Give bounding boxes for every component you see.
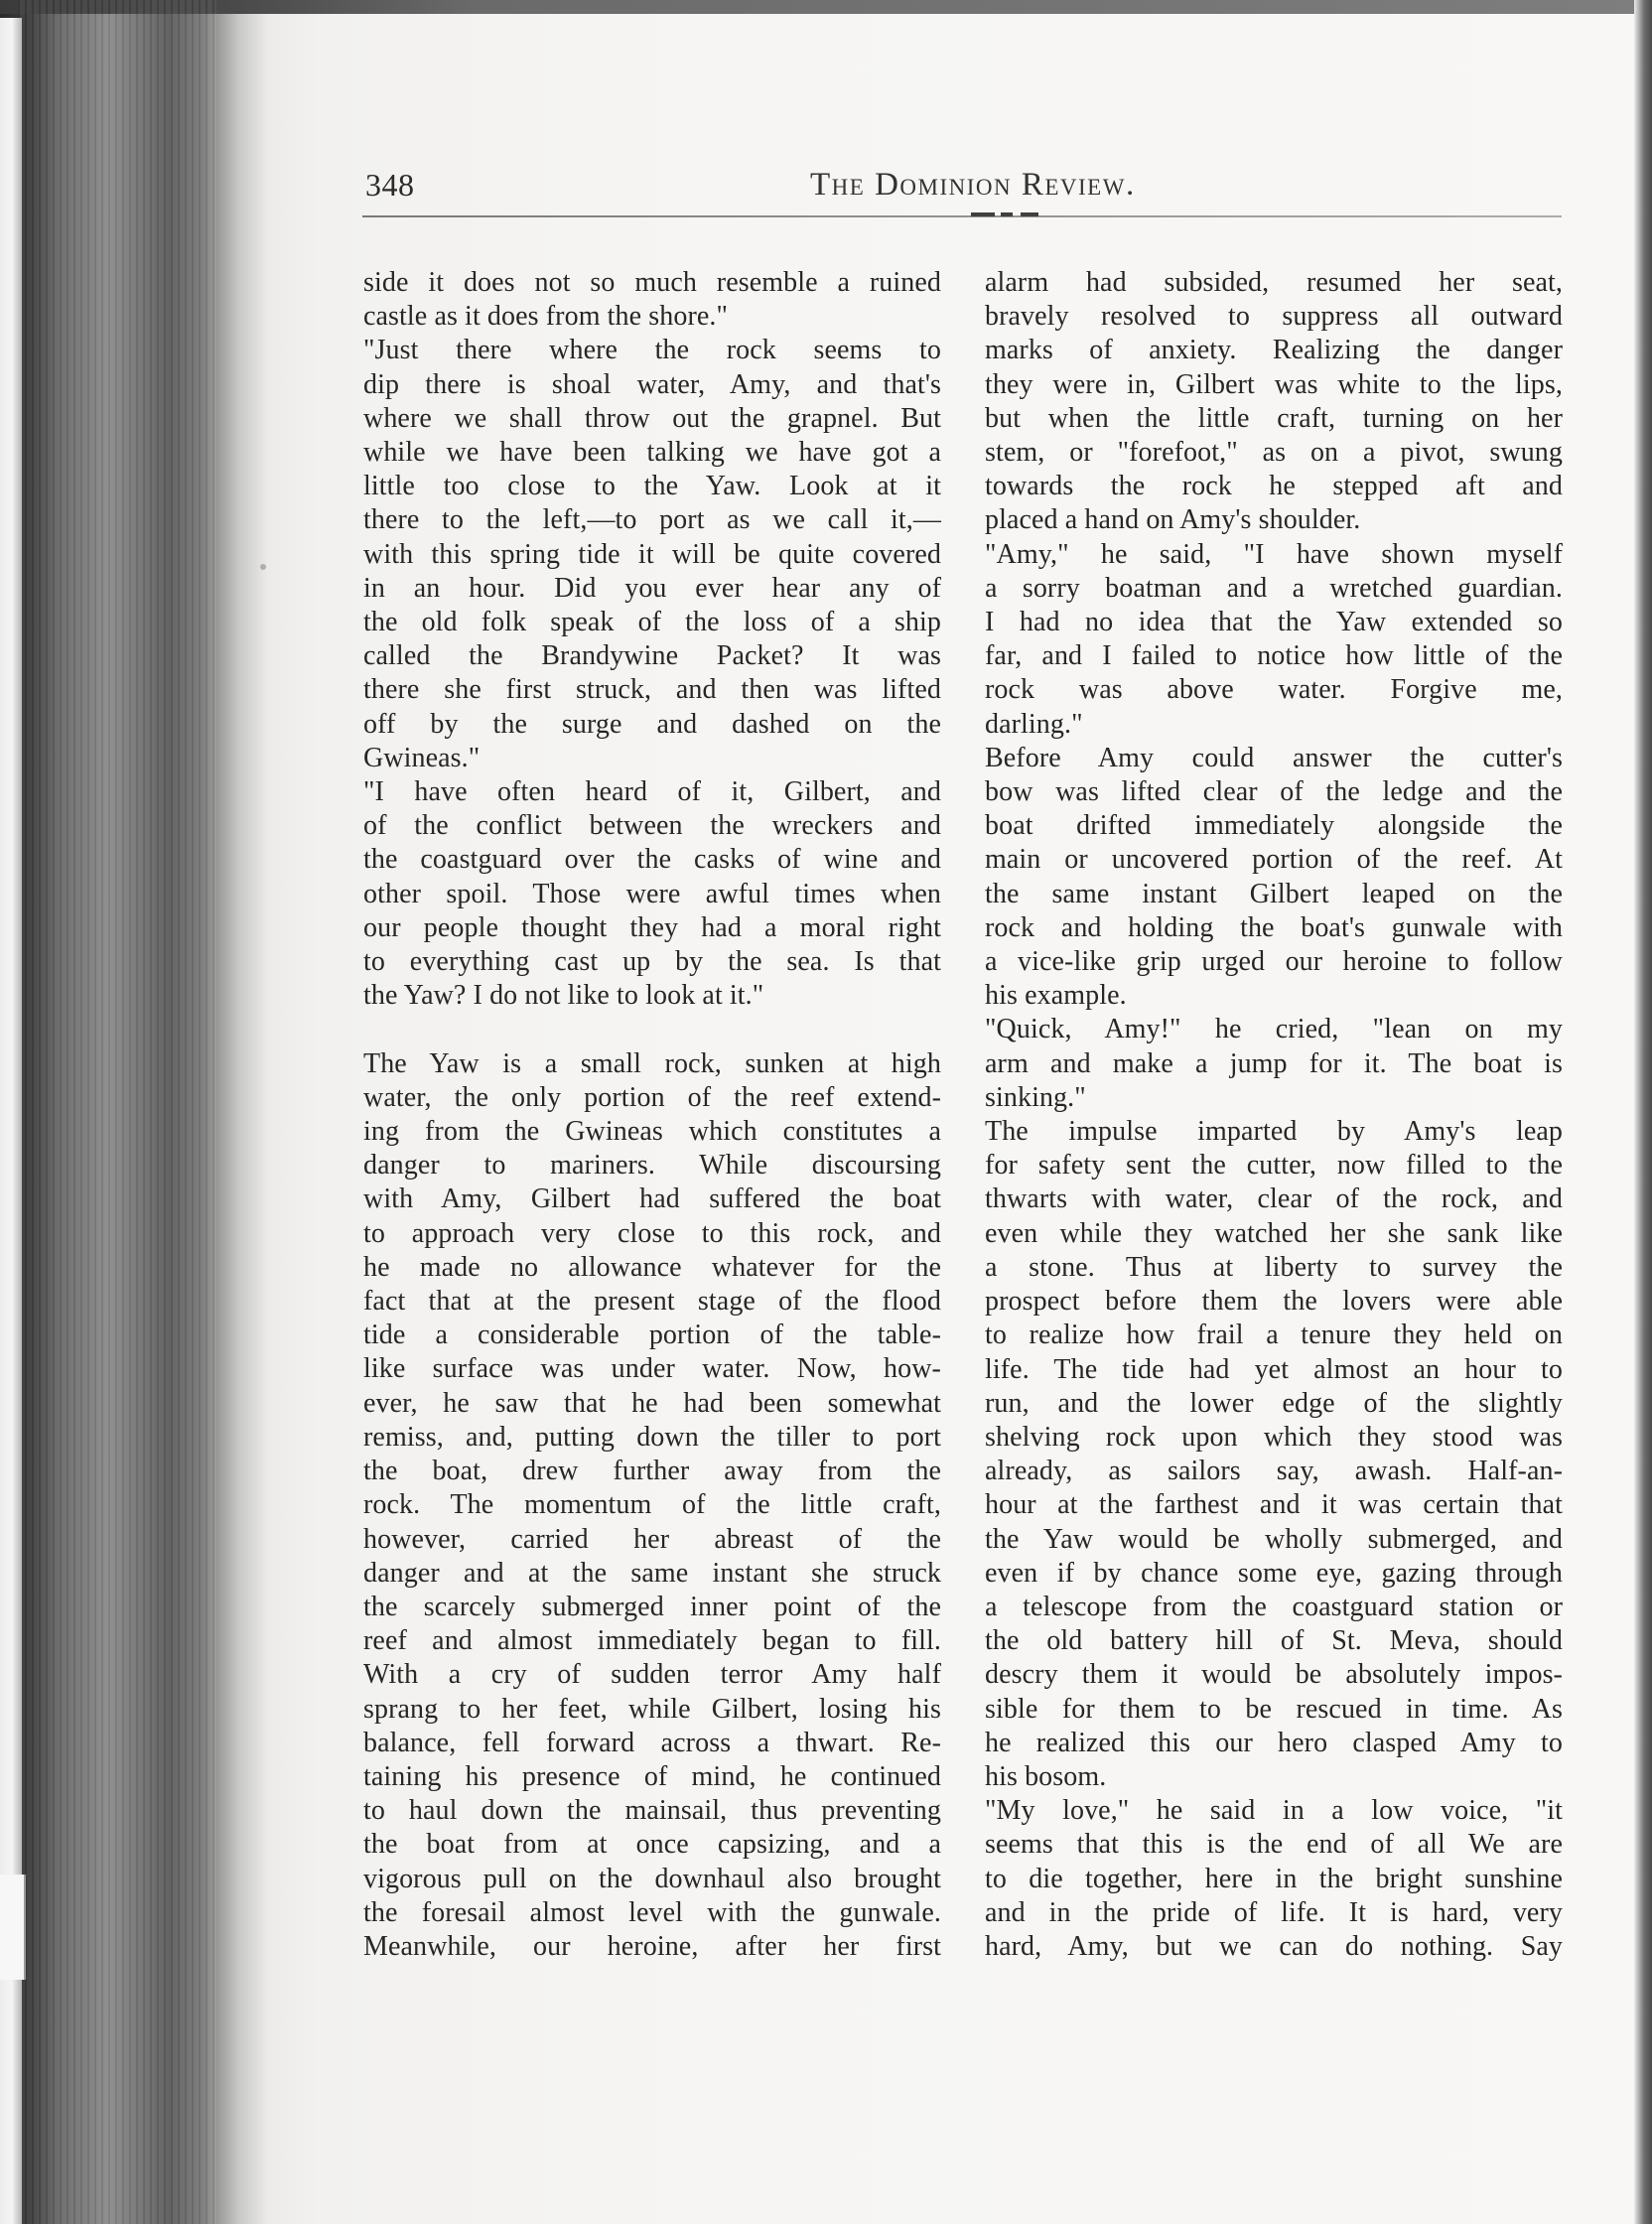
text-line: I had no idea that the Yaw extended so: [985, 607, 1563, 638]
text-line: fact that at the present stage of the flood: [363, 1286, 941, 1318]
right-text-column: [985, 266, 1563, 1964]
text-line: of the conflict between the wreckers and: [363, 810, 941, 842]
text-line: Before Amy could answer the cutter's: [985, 742, 1563, 773]
text-line: the Yaw? I do not like to look at it.": [363, 980, 764, 1012]
text-line: in an hour. Did you ever hear any of: [363, 572, 941, 604]
text-line: dip there is shoal water, Amy, and that's: [363, 368, 941, 400]
text-line: for safety sent the cutter, now filled to the: [985, 1150, 1563, 1182]
text-line: Meanwhile, our heroine, after her first: [363, 1930, 941, 1962]
text-line: danger to mariners. While discoursing: [363, 1150, 941, 1182]
text-line: the Yaw would be wholly submerged, and: [985, 1523, 1563, 1555]
text-line: however, carried her abreast of the: [363, 1523, 941, 1555]
text-line: sprang to her feet, while Gilbert, losing his: [363, 1693, 941, 1725]
page-number: 348: [365, 167, 415, 203]
text-line: main or uncovered portion of the reef. At: [985, 844, 1563, 876]
text-line: tide a considerable portion of the table-: [363, 1320, 941, 1351]
text-line: rock was above water. Forgive me,: [985, 674, 1563, 706]
text-line: to everything cast up by the sea. Is that: [363, 946, 941, 978]
header-rule-dash: [1001, 212, 1013, 216]
text-line: a stone. Thus at liberty to survey the: [985, 1251, 1563, 1283]
paragraph-gap: [363, 1013, 941, 1046]
text-line: marks of anxiety. Realizing the danger: [985, 335, 1563, 366]
text-line: little too close to the Yaw. Look at it: [363, 471, 941, 502]
text-line: even while they watched her she sank like: [985, 1217, 1563, 1249]
text-line: stem, or "forefoot," as on a pivot, swung: [985, 437, 1563, 469]
text-line: with this spring tide it will be quite covered: [363, 538, 941, 570]
text-line: Gwineas.": [363, 742, 481, 773]
text-line: boat drifted immediately alongside the: [985, 810, 1563, 842]
text-line: our people thought they had a moral right: [363, 911, 941, 943]
text-line: thwarts with water, clear of the rock, and: [985, 1183, 1563, 1215]
right-scan-edge: [1634, 0, 1652, 2224]
text-line: his bosom.: [985, 1760, 1107, 1792]
text-line: water, the only portion of the reef extend-: [363, 1081, 941, 1113]
text-line: rock and holding the boat's gunwale with: [985, 911, 1563, 943]
text-line: "Just there where the rock seems to: [363, 335, 941, 366]
text-line: his example.: [985, 980, 1127, 1012]
text-line: ing from the Gwineas which constitutes a: [363, 1116, 941, 1148]
book-spine-shadow: [18, 0, 216, 2224]
header-rule-dash: [1021, 212, 1038, 216]
text-line: to haul down the mainsail, thus preventing: [363, 1795, 941, 1827]
text-line: With a cry of sudden terror Amy half: [363, 1659, 941, 1691]
text-line: like surface was under water. Now, how-: [363, 1353, 941, 1385]
text-line: castle as it does from the shore.": [363, 301, 729, 333]
text-line: side it does not so much resemble a ruined: [363, 267, 941, 298]
text-line: balance, fell forward across a thwart. Re-: [363, 1727, 941, 1758]
text-line: called the Brandywine Packet? It was: [363, 640, 941, 672]
text-line: the old folk speak of the loss of a ship: [363, 607, 941, 638]
text-line: even if by chance some eye, gazing through: [985, 1557, 1563, 1589]
text-line: the foresail almost level with the gunwale.: [363, 1896, 941, 1928]
text-line: "My love," he said in a low voice, "it: [985, 1795, 1563, 1827]
header-rule: [362, 215, 1562, 217]
text-line: and in the pride of life. It is hard, very: [985, 1896, 1563, 1928]
text-line: danger and at the same instant she struck: [363, 1557, 941, 1589]
left-text-column: [363, 266, 941, 1964]
text-line: ever, he saw that he had been somewhat: [363, 1387, 941, 1419]
text-line: arm and make a jump for it. The boat is: [985, 1047, 1563, 1079]
text-line: The Yaw is a small rock, sunken at high: [363, 1047, 941, 1079]
text-line: sible for them to be rescued in time. As: [985, 1693, 1563, 1725]
text-line: rock. The momentum of the little craft,: [363, 1489, 941, 1521]
text-line: shelving rock upon which they stood was: [985, 1421, 1563, 1453]
text-line: "I have often heard of it, Gilbert, and: [363, 776, 941, 808]
text-line: already, as sailors say, awash. Half-an-: [985, 1456, 1563, 1487]
top-scan-edge: [0, 0, 1652, 14]
text-line: The impulse imparted by Amy's leap: [985, 1116, 1563, 1148]
text-line: with Amy, Gilbert had suffered the boat: [363, 1183, 941, 1215]
text-line: taining his presence of mind, he continued: [363, 1760, 941, 1792]
text-line: bow was lifted clear of the ledge and the: [985, 776, 1563, 808]
text-line: the coastguard over the casks of wine and: [363, 844, 941, 876]
text-line: "Quick, Amy!" he cried, "lean on my: [985, 1014, 1563, 1045]
text-line: a vice-like grip urged our heroine to follow: [985, 946, 1563, 978]
text-line: the boat, drew further away from the: [363, 1456, 941, 1487]
text-line: while we have been talking we have got a: [363, 437, 941, 469]
text-line: vigorous pull on the downhaul also brought: [363, 1863, 941, 1894]
text-line: he realized this our hero clasped Amy to: [985, 1727, 1563, 1758]
text-line: hard, Amy, but we can do nothing. Say: [985, 1930, 1563, 1962]
text-line: there she first struck, and then was lifted: [363, 674, 941, 706]
text-line: hour at the farthest and it was certain that: [985, 1489, 1563, 1521]
text-line: to realize how frail a tenure they held on: [985, 1320, 1563, 1351]
text-line: prospect before them the lovers were able: [985, 1286, 1563, 1318]
text-line: the scarcely submerged inner point of the: [363, 1591, 941, 1622]
text-line: seems that this is the end of all We are: [985, 1829, 1563, 1861]
text-line: off by the surge and dashed on the: [363, 708, 941, 740]
text-line: the boat from at once capsizing, and a: [363, 1829, 941, 1861]
text-line: other spoil. Those were awful times when: [363, 878, 941, 909]
text-line: they were in, Gilbert was white to the lips,: [985, 368, 1563, 400]
text-line: there to the left,—to port as we call it,—: [363, 504, 941, 536]
running-header: [365, 163, 1561, 220]
text-line: remiss, and, putting down the tiller to port: [363, 1421, 941, 1453]
text-line: a sorry boatman and a wretched guardian.: [985, 572, 1563, 604]
header-rule-dash: [971, 212, 995, 216]
text-line: to die together, here in the bright sunshine: [985, 1863, 1563, 1894]
text-line: darling.": [985, 708, 1083, 740]
text-line: towards the rock he stepped aft and: [985, 471, 1563, 502]
text-line: to approach very close to this rock, and: [363, 1217, 941, 1249]
text-line: descry them it would be absolutely impos-: [985, 1659, 1563, 1691]
text-line: a telescope from the coastguard station or: [985, 1591, 1563, 1622]
text-line: "Amy," he said, "I have shown myself: [985, 538, 1563, 570]
text-line: far, and I failed to notice how little of the: [985, 640, 1563, 672]
text-line: placed a hand on Amy's shoulder.: [985, 504, 1361, 536]
text-line: the same instant Gilbert leaped on the: [985, 878, 1563, 909]
running-title: The Dominion Review.: [810, 167, 1136, 203]
left-page-notch: [0, 1875, 26, 1980]
text-line: he made no allowance whatever for the: [363, 1251, 941, 1283]
text-line: where we shall throw out the grapnel. But: [363, 402, 941, 434]
text-line: bravely resolved to suppress all outward: [985, 301, 1563, 333]
text-line: run, and the lower edge of the slightly: [985, 1387, 1563, 1419]
text-line: the old battery hill of St. Meva, should: [985, 1625, 1563, 1657]
paper-speck: [260, 564, 266, 570]
text-line: but when the little craft, turning on her: [985, 402, 1563, 434]
text-line: sinking.": [985, 1081, 1086, 1113]
text-line: life. The tide had yet almost an hour to: [985, 1353, 1563, 1385]
text-line: alarm had subsided, resumed her seat,: [985, 267, 1563, 298]
text-line: reef and almost immediately began to fill.: [363, 1625, 941, 1657]
